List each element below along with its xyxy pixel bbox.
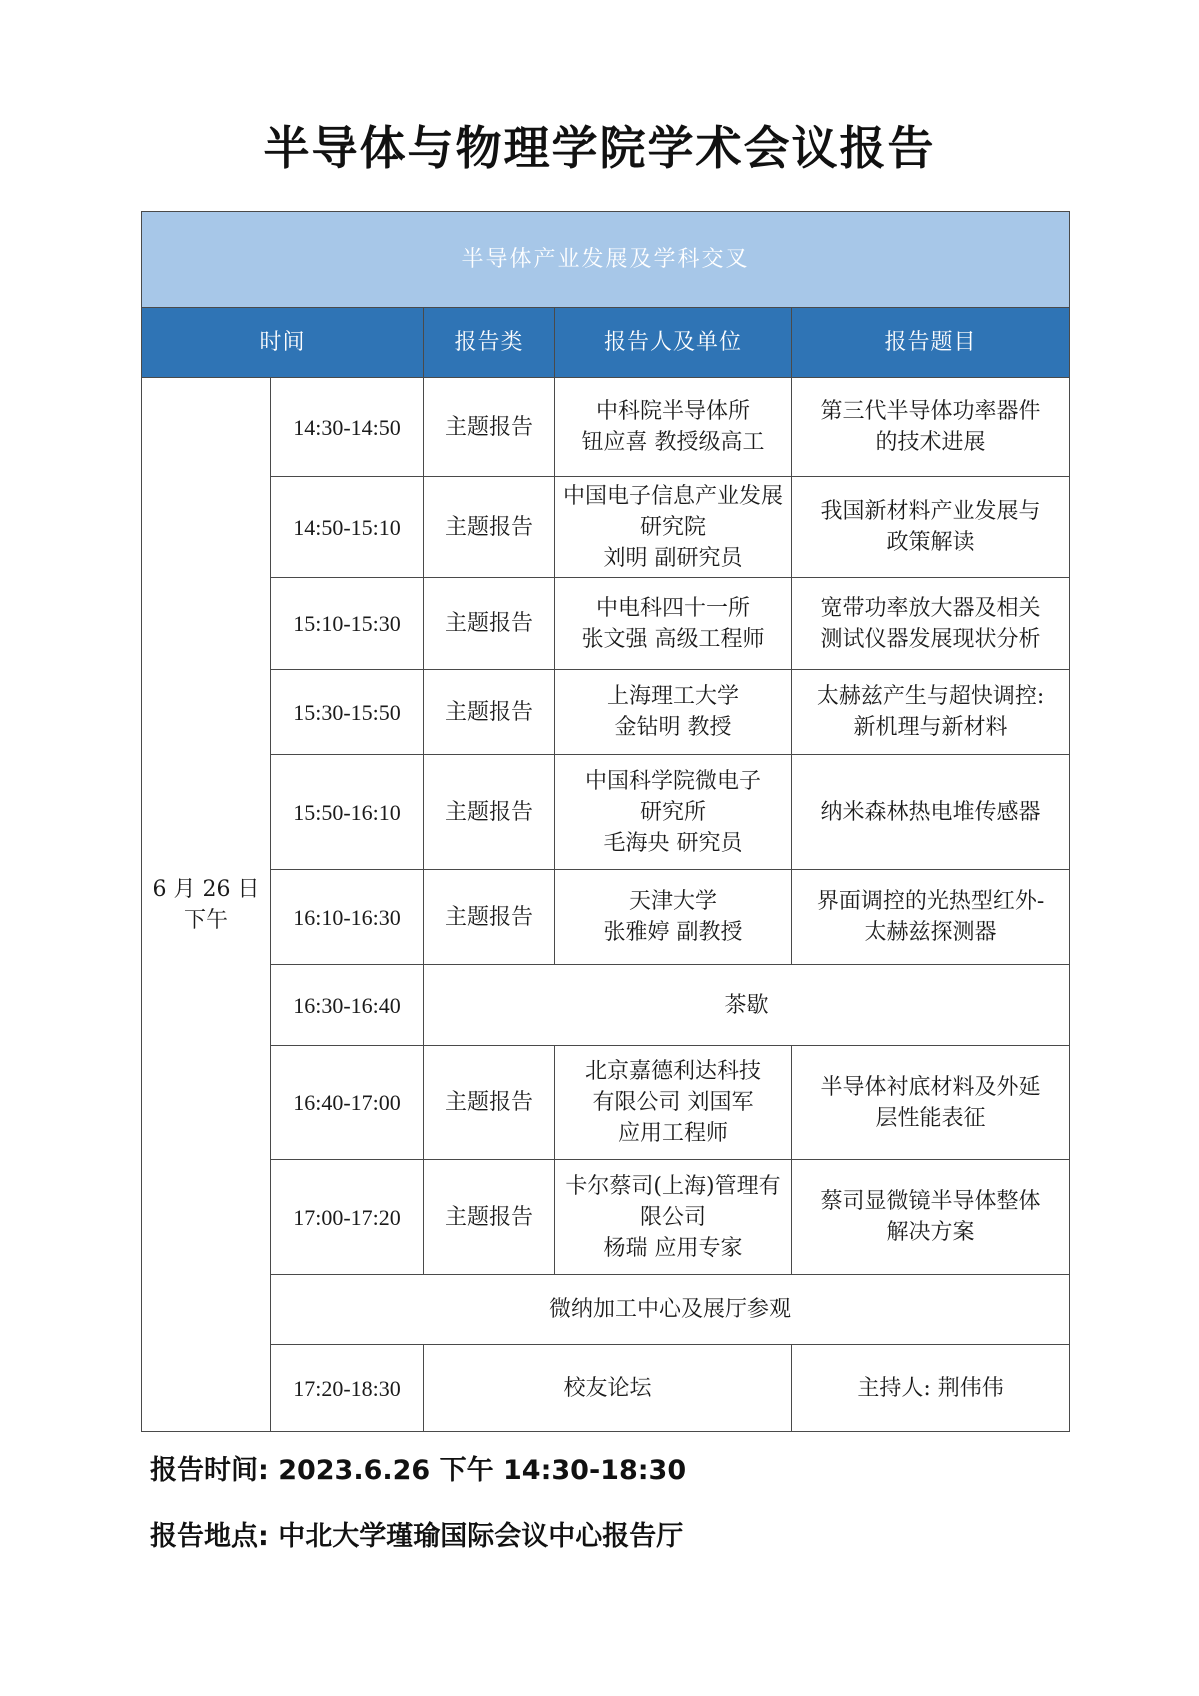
session-time: 15:10-15:30: [271, 578, 424, 670]
header-speaker: 报告人及单位: [555, 308, 792, 378]
speaker-line: 张文强 高级工程师: [581, 626, 765, 652]
session-topic: [792, 378, 1070, 477]
topic-line: 我国新材料产业发展与: [820, 499, 1041, 524]
session-type: 主题报告: [424, 870, 555, 965]
speaker-line: 毛海央 研究员: [603, 830, 743, 856]
session-speaker: [555, 578, 792, 670]
session-time: 14:30-14:50: [271, 378, 424, 477]
topic-line: 半导体衬底材料及外延: [820, 1074, 1041, 1100]
speaker-line: 金钻明 教授: [614, 715, 732, 740]
session-type: 主题报告: [424, 578, 555, 670]
session-topic: [792, 477, 1070, 578]
table-row: [142, 378, 1070, 477]
session-speaker: [555, 378, 792, 477]
speaker-line: 中国科学院微电子: [584, 768, 761, 794]
speaker-line: 中电科四十一所: [595, 595, 750, 621]
session-speaker: [555, 670, 792, 755]
table-banner: 半导体产业发展及学科交叉: [142, 212, 1070, 308]
topic-line: 界面调控的光热型红外-: [816, 889, 1045, 914]
speaker-line: 张雅婷 副教授: [603, 920, 743, 945]
tea-break-label: 茶歇: [424, 965, 1070, 1046]
table-row: [142, 670, 1070, 755]
tea-break-row: [142, 965, 1070, 1046]
session-time: 15:30-15:50: [271, 670, 424, 755]
visit-row: [142, 1275, 1070, 1345]
header-time: 时间: [142, 308, 424, 378]
session-topic: [792, 1160, 1070, 1275]
speaker-line: 天津大学: [628, 889, 717, 914]
session-speaker: [555, 1046, 792, 1160]
session-type: 主题报告: [424, 755, 555, 870]
report-time-line: 报告时间: 2023.6.26 下午 14:30-18:30: [150, 1455, 687, 1486]
session-speaker: [555, 870, 792, 965]
speaker-line: 研究院: [639, 514, 706, 540]
session-speaker: [555, 477, 792, 578]
forum-row: [142, 1345, 1070, 1432]
document-title: 半导体与物理学院学术会议报告: [263, 121, 936, 175]
topic-line: 宽带功率放大器及相关: [820, 595, 1041, 621]
forum-host: 主持人: 荆伟伟: [792, 1345, 1070, 1432]
speaker-line: 钮应喜 教授级高工: [581, 430, 765, 455]
topic-line: 蔡司显微镜半导体整体: [820, 1189, 1041, 1214]
topic-line: 太赫兹产生与超快调控:: [816, 684, 1045, 709]
speaker-line: 应用工程师: [617, 1121, 728, 1146]
table-row: [142, 477, 1070, 578]
session-topic: [792, 670, 1070, 755]
speaker-line: 中国电子信息产业发展: [562, 483, 783, 509]
report-place-line: 报告地点: 中北大学瑾瑜国际会议中心报告厅: [150, 1521, 684, 1552]
table-row: [142, 1046, 1070, 1160]
table-row: [142, 755, 1070, 870]
session-time: 14:50-15:10: [271, 477, 424, 578]
session-type: 主题报告: [424, 1160, 555, 1275]
session-time: 16:40-17:00: [271, 1046, 424, 1160]
session-time: 15:50-16:10: [271, 755, 424, 870]
speaker-line: 北京嘉德利达科技: [584, 1059, 761, 1084]
speaker-line: 上海理工大学: [606, 684, 739, 709]
session-topic: [792, 755, 1070, 870]
topic-line: 纳米森林热电堆传感器: [820, 799, 1041, 825]
session-topic: [792, 578, 1070, 670]
topic-line: 第三代半导体功率器件: [820, 399, 1041, 424]
topic-line: 太赫兹探测器: [864, 920, 997, 945]
speaker-line: 杨瑞 应用专家: [603, 1235, 743, 1261]
header-type: 报告类: [424, 308, 555, 378]
session-topic: [792, 870, 1070, 965]
speaker-line: 刘明 副研究员: [603, 545, 743, 571]
topic-line: 层性能表征: [875, 1105, 986, 1131]
session-time: 16:10-16:30: [271, 870, 424, 965]
schedule-table: [141, 211, 1070, 1432]
banner-row: [142, 212, 1070, 308]
visit-label: 微纳加工中心及展厅参观: [271, 1275, 1070, 1345]
table-row: [142, 870, 1070, 965]
header-topic: 报告题目: [792, 308, 1070, 378]
speaker-line: 卡尔蔡司(上海)管理有: [565, 1173, 781, 1199]
session-topic: [792, 1046, 1070, 1160]
date-cell: [142, 378, 271, 1432]
table-row: [142, 1160, 1070, 1275]
forum-label: 校友论坛: [424, 1345, 792, 1432]
topic-line: 的技术进展: [875, 430, 986, 455]
session-time: 17:00-17:20: [271, 1160, 424, 1275]
speaker-line: 限公司: [639, 1204, 706, 1230]
session-type: 主题报告: [424, 378, 555, 477]
speaker-line: 中科院半导体所: [595, 399, 750, 424]
forum-time: 17:20-18:30: [271, 1345, 424, 1432]
topic-line: 测试仪器发展现状分析: [820, 626, 1041, 652]
speaker-line: 研究所: [639, 799, 706, 825]
tea-break-time: 16:30-16:40: [271, 965, 424, 1046]
session-type: 主题报告: [424, 1046, 555, 1160]
topic-line: 新机理与新材料: [853, 715, 1008, 740]
date-line: 6 月 26 日: [152, 876, 260, 902]
session-speaker: [555, 1160, 792, 1275]
session-type: 主题报告: [424, 477, 555, 578]
topic-line: 解决方案: [886, 1220, 975, 1245]
topic-line: 政策解读: [886, 530, 975, 555]
session-speaker: [555, 755, 792, 870]
date-period: 下午: [183, 907, 228, 933]
session-type: 主题报告: [424, 670, 555, 755]
table-row: [142, 578, 1070, 670]
speaker-line: 有限公司 刘国军: [592, 1090, 754, 1115]
header-row: [142, 308, 1070, 378]
